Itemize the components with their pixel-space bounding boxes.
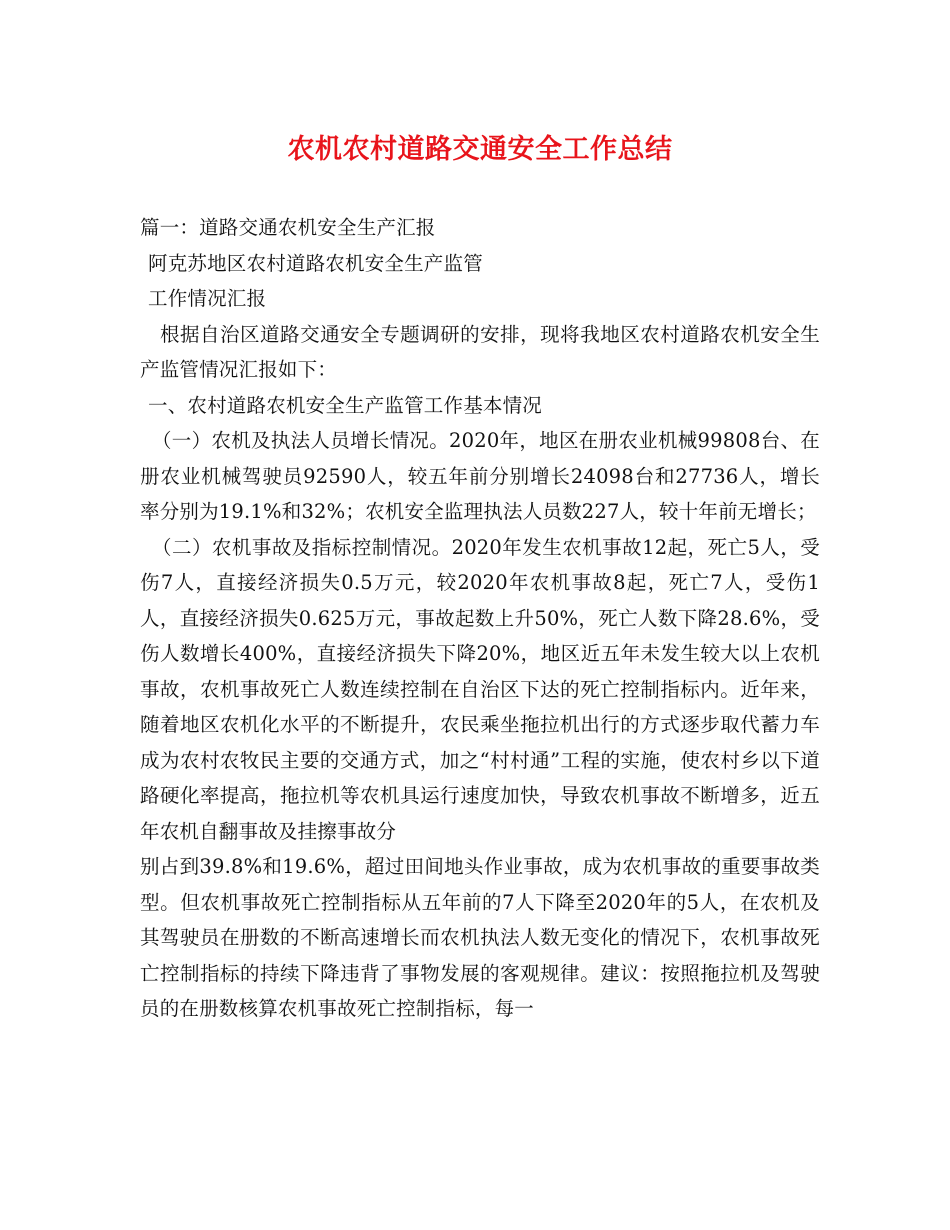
report-subtitle-line-2: 工作情况汇报 [148, 287, 267, 310]
part-one-heading: 一、农村道路农机安全生产监管工作基本情况 [148, 393, 543, 417]
document-title: 农机农村道路交通安全工作总结 [287, 134, 673, 165]
paragraph-growth: （一）农机及执法人员增长情况。2020年，地区在册农业机械99808台、在册农业机械驾驶员92590人，较五年前分别增长24098台和27736人，增长率分别为19.1%和32%；农机安全监理执法人员数227人，较十年前无增长； [140, 429, 820, 523]
intro-paragraph: 根据自治区道路交通安全专题调研的安排，现将我地区农村道路农机安全生产监管情况汇报如下： [140, 322, 820, 381]
paragraph-continuation: 别占到39.8%和19.6%，超过田间地头作业事故，成为农机事故的重要事故类型。但农机事故死亡控制指标从五年前的7人下降至2020年的5人，在农机及其驾驶员在册数的不断高速增长而农机执法人数无变化的情况下，农机事故死亡控制指标的持续下降违背了事物发展的客观规律。建议：按照拖拉机及驾驶员的在册数核算农机事故死亡控制指标，每一 [140, 855, 820, 1020]
document-body [140, 210, 820, 1027]
section-heading: 篇一：道路交通农机安全生产汇报 [140, 216, 436, 239]
report-subtitle-line-1: 阿克苏地区农村道路农机安全生产监管 [148, 251, 483, 275]
paragraph-accidents: （二）农机事故及指标控制情况。2020年发生农机事故12起，死亡5人，受伤7人，直接经济损失0.5万元，较2020年农机事故8起，死亡7人，受伤1人，直接经济损失0.625万元，事故起数上升50%，死亡人数下降28.6%，受伤人数增长400%，直接经济损失下降20%，地区近五年未发生较大以上农机事故，农机事故死亡人数连续控制在自治区下达的死亡控制指标内。近年来，随着地区农机化水平的不断提升，农民乘坐拖拉机出行的方式逐步取代蓄力车成为农村农牧民主要的交通方式，加之“村村通”工程的实施，使农村乡以下道路硬化率提高，拖拉机等农机具运行速度加快，导致农机事故不断增多，近五年农机自翻事故及挂擦事故分 [140, 535, 820, 843]
